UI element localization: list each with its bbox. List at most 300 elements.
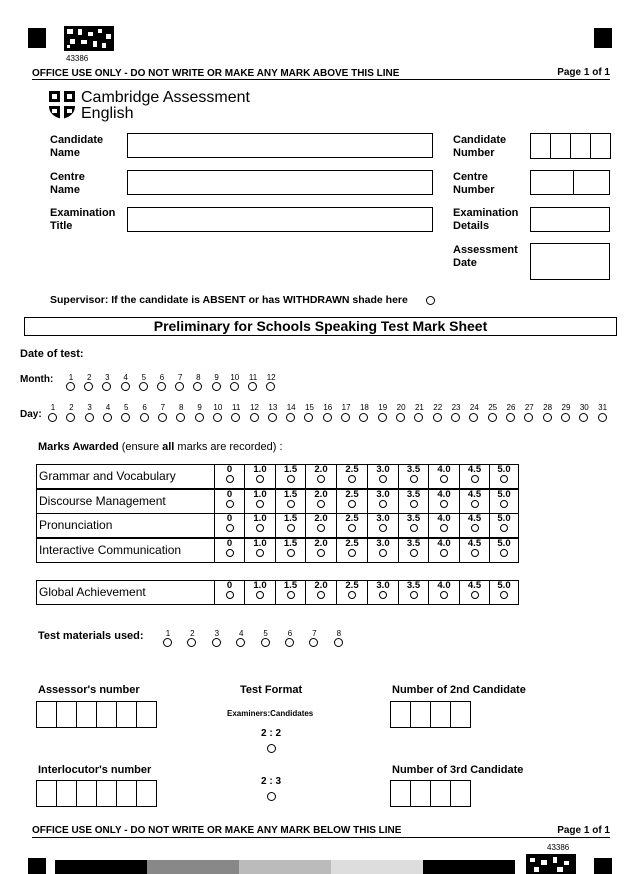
- day-bubble-21[interactable]: [414, 413, 423, 422]
- month-bubble-9[interactable]: [212, 382, 221, 391]
- day-number: 1: [50, 403, 56, 412]
- cambridge-shield-icon: [48, 90, 76, 120]
- day-number: 9: [197, 403, 202, 412]
- mark-category-label: Pronunciation: [39, 518, 113, 532]
- grade-bubble[interactable]: [410, 500, 418, 508]
- grade-cell[interactable]: [214, 538, 244, 563]
- grade-cell[interactable]: [214, 580, 244, 605]
- grade-label: 5.0: [497, 513, 511, 524]
- grade-bubble[interactable]: [226, 524, 234, 532]
- grade-label: 1.5: [283, 580, 298, 591]
- grade-cell[interactable]: [367, 513, 398, 538]
- grade-bubble[interactable]: [317, 549, 325, 557]
- grade-cell[interactable]: [367, 580, 398, 605]
- grade-label: 2.5: [345, 537, 359, 549]
- material-number: 7: [312, 629, 317, 638]
- material-number: 5: [263, 629, 268, 638]
- material-bubble-1[interactable]: [163, 638, 172, 647]
- grade-label: 2.0: [314, 513, 328, 524]
- exam-details-label: Examination Details: [453, 207, 519, 232]
- registration-mark: [594, 858, 612, 874]
- grade-bubble[interactable]: [256, 475, 264, 483]
- day-bubble-8[interactable]: [176, 413, 185, 422]
- grade-label: 0: [226, 513, 233, 524]
- grade-cell[interactable]: [428, 513, 459, 538]
- day-number: 22: [433, 403, 443, 412]
- grade-bubble[interactable]: [500, 591, 508, 599]
- month-bubble-8[interactable]: [193, 382, 202, 391]
- registration-mark: [594, 28, 612, 48]
- candidate-name-label: Candidate Name: [50, 134, 104, 159]
- month-label: Month:: [20, 374, 54, 385]
- marks-heading-bold: Marks Awarded: [38, 441, 119, 453]
- month-number: 9: [214, 373, 219, 382]
- grade-cell[interactable]: [244, 513, 275, 538]
- grade-label: 5.0: [497, 464, 511, 475]
- grade-label: 3.5: [406, 464, 421, 475]
- mark-category-label: Grammar and Vocabulary: [39, 469, 176, 483]
- top-rule: [32, 79, 610, 80]
- grade-cell[interactable]: [428, 580, 459, 605]
- grade-cell[interactable]: [367, 538, 398, 563]
- grade-bubble[interactable]: [500, 475, 508, 483]
- grayscale-strip: [55, 860, 515, 874]
- grade-bubble[interactable]: [287, 591, 295, 599]
- grade-label: 3.0: [376, 488, 390, 500]
- grade-cell[interactable]: [305, 538, 336, 563]
- grade-bubble[interactable]: [410, 475, 418, 483]
- day-bubble-14[interactable]: [286, 413, 295, 422]
- month-number: 7: [177, 373, 183, 382]
- grade-label: 4.5: [467, 537, 482, 549]
- page-number-bottom: Page 1 of 1: [557, 825, 610, 836]
- barcode-bottom: [526, 854, 576, 874]
- grade-bubble[interactable]: [379, 549, 387, 557]
- month-number: 4: [123, 373, 128, 382]
- grade-bubble[interactable]: [500, 549, 508, 557]
- grade-label: 4.0: [437, 513, 451, 524]
- grade-cell[interactable]: [398, 513, 428, 538]
- sheet-title: Preliminary for Schools Speaking Test Mark Sheet: [24, 317, 617, 336]
- grade-cell[interactable]: [214, 489, 244, 514]
- day-bubble-16[interactable]: [323, 413, 332, 422]
- mark-row: [36, 464, 519, 489]
- grade-label: 1.5: [283, 537, 298, 549]
- centre-number-input[interactable]: [530, 170, 609, 195]
- exam-title-input[interactable]: [127, 207, 433, 232]
- day-number: 15: [305, 403, 314, 412]
- month-number: 5: [141, 373, 147, 382]
- grade-cell[interactable]: [244, 538, 275, 563]
- grade-cell[interactable]: [398, 489, 428, 514]
- grade-label: 4.5: [467, 580, 482, 591]
- day-number: 20: [396, 403, 406, 412]
- date-of-test-label: Date of test:: [20, 348, 84, 360]
- test-materials-label: Test materials used:: [38, 630, 144, 642]
- grade-cell[interactable]: [489, 464, 518, 489]
- day-bubble-17[interactable]: [341, 413, 350, 422]
- month-number: 10: [230, 373, 240, 382]
- grade-bubble[interactable]: [256, 549, 264, 557]
- grade-label: 2.0: [314, 464, 328, 475]
- grade-cell[interactable]: [428, 538, 459, 563]
- grade-label: 3.5: [406, 488, 421, 500]
- grade-label: 5.0: [497, 488, 511, 500]
- material-number: 2: [190, 629, 195, 638]
- second-candidate-label: Number of 2nd Candidate: [392, 684, 526, 696]
- page-number-top: Page 1 of 1: [557, 67, 610, 78]
- grade-cell[interactable]: [275, 513, 305, 538]
- assessor-number-input[interactable]: [36, 701, 156, 728]
- grade-bubble[interactable]: [348, 549, 356, 557]
- grade-bubble[interactable]: [471, 500, 479, 508]
- grade-cell[interactable]: [489, 489, 518, 514]
- grade-bubble[interactable]: [379, 500, 387, 508]
- grade-bubble[interactable]: [287, 500, 295, 508]
- day-bubble-12[interactable]: [250, 413, 259, 422]
- day-number: 30: [579, 403, 589, 412]
- grade-bubble[interactable]: [410, 591, 418, 599]
- grade-label: 1.5: [283, 464, 298, 475]
- grade-cell[interactable]: [244, 464, 275, 489]
- grade-cell[interactable]: [275, 580, 305, 605]
- grade-cell[interactable]: [336, 489, 367, 514]
- month-bubble-10[interactable]: [230, 382, 239, 391]
- month-bubble-5[interactable]: [139, 382, 148, 391]
- day-number: 31: [598, 403, 608, 412]
- day-bubble-23[interactable]: [451, 413, 460, 422]
- day-bubble-11[interactable]: [231, 413, 240, 422]
- grade-bubble[interactable]: [317, 591, 325, 599]
- grade-label: 4.0: [437, 537, 451, 549]
- material-bubble-2[interactable]: [187, 638, 196, 647]
- day-number: 25: [488, 403, 498, 412]
- centre-name-input[interactable]: [127, 170, 433, 195]
- month-number: 8: [196, 373, 201, 382]
- grade-cell[interactable]: [305, 580, 336, 605]
- day-bubble-2[interactable]: [66, 413, 75, 422]
- day-bubble-30[interactable]: [579, 413, 588, 422]
- grade-label: 5.0: [497, 580, 511, 591]
- candidate-number-input[interactable]: [530, 133, 610, 159]
- month-bubble-7[interactable]: [175, 382, 184, 391]
- grade-cell[interactable]: [459, 489, 489, 514]
- grade-cell[interactable]: [428, 489, 459, 514]
- month-bubble-1[interactable]: [66, 382, 75, 391]
- grade-label: 0: [226, 488, 233, 500]
- grade-cell[interactable]: [244, 489, 275, 514]
- material-number: 6: [287, 629, 293, 638]
- grade-bubble[interactable]: [256, 591, 264, 599]
- grade-bubble[interactable]: [287, 475, 295, 483]
- grade-bubble[interactable]: [410, 549, 418, 557]
- day-label: Day:: [20, 409, 42, 420]
- grade-bubble[interactable]: [287, 549, 295, 557]
- grade-label: 3.5: [406, 580, 421, 591]
- format-2-2-bubble[interactable]: [267, 744, 276, 753]
- assessor-number-label: Assessor's number: [38, 684, 140, 696]
- grade-label: 3.5: [406, 513, 421, 524]
- grade-bubble[interactable]: [287, 524, 295, 532]
- candidate-name-input[interactable]: [127, 133, 433, 158]
- grade-bubble[interactable]: [226, 475, 234, 483]
- marks-heading-rest: (ensure: [118, 441, 163, 453]
- grade-bubble[interactable]: [348, 475, 356, 483]
- grade-label: 2.5: [345, 580, 359, 591]
- mark-row: [36, 489, 519, 514]
- day-bubble-7[interactable]: [158, 413, 167, 422]
- day-number: 12: [250, 403, 259, 412]
- grade-bubble[interactable]: [317, 475, 325, 483]
- day-bubble-4[interactable]: [103, 413, 112, 422]
- month-bubble-4[interactable]: [121, 382, 130, 391]
- absent-bubble[interactable]: [426, 296, 435, 305]
- grade-bubble[interactable]: [440, 549, 448, 557]
- day-bubble-28[interactable]: [543, 413, 552, 422]
- grade-bubble[interactable]: [256, 500, 264, 508]
- format-2-3-bubble[interactable]: [267, 792, 276, 801]
- form-code: 43386: [66, 54, 89, 63]
- grade-label: 2.5: [345, 464, 359, 475]
- material-bubble-7[interactable]: [309, 638, 318, 647]
- day-bubble-5[interactable]: [121, 413, 130, 422]
- day-number: 26: [506, 403, 516, 412]
- grade-label: 4.5: [467, 513, 482, 524]
- month-number: 1: [68, 373, 74, 382]
- material-number: 8: [336, 629, 342, 638]
- grade-cell[interactable]: [305, 489, 336, 514]
- exam-title-label: Examination Title: [50, 207, 116, 232]
- grade-cell[interactable]: [275, 489, 305, 514]
- mark-row: [36, 513, 519, 538]
- assessment-date-label: Assessment Date: [453, 244, 518, 269]
- day-number: 4: [105, 403, 111, 412]
- grade-cell[interactable]: [336, 464, 367, 489]
- mark-category-label: Discourse Management: [39, 493, 166, 508]
- grade-label: 2.0: [314, 580, 328, 591]
- month-bubble-3[interactable]: [102, 382, 111, 391]
- day-number: 16: [323, 403, 333, 412]
- grade-cell[interactable]: [428, 464, 459, 489]
- grade-cell[interactable]: [275, 464, 305, 489]
- grade-bubble[interactable]: [440, 524, 448, 532]
- day-bubble-29[interactable]: [561, 413, 570, 422]
- grade-cell[interactable]: [489, 513, 518, 538]
- grade-bubble[interactable]: [317, 524, 325, 532]
- day-bubble-20[interactable]: [396, 413, 405, 422]
- grade-label: 2.5: [345, 513, 359, 524]
- day-number: 24: [469, 403, 479, 412]
- grade-cell[interactable]: [398, 580, 428, 605]
- grade-cell[interactable]: [489, 580, 518, 605]
- third-candidate-label: Number of 3rd Candidate: [392, 764, 524, 776]
- day-number: 27: [524, 403, 534, 412]
- month-bubble-6[interactable]: [157, 382, 166, 391]
- grade-label: 1.0: [253, 464, 267, 475]
- grade-bubble[interactable]: [256, 524, 264, 532]
- grade-cell[interactable]: [398, 464, 428, 489]
- day-number: 10: [213, 403, 223, 412]
- grade-bubble[interactable]: [379, 524, 387, 532]
- day-number: 28: [543, 403, 553, 412]
- grade-bubble[interactable]: [348, 524, 356, 532]
- month-bubble-12[interactable]: [266, 382, 275, 391]
- month-number: 3: [105, 373, 110, 382]
- month-bubble-2[interactable]: [84, 382, 93, 391]
- month-number: 6: [159, 373, 165, 382]
- grade-label: 1.5: [283, 513, 298, 524]
- grade-label: 3.0: [376, 580, 390, 591]
- month-number: 12: [266, 373, 276, 382]
- grade-bubble[interactable]: [471, 549, 479, 557]
- day-bubble-1[interactable]: [48, 413, 57, 422]
- material-bubble-6[interactable]: [285, 638, 294, 647]
- material-bubble-8[interactable]: [334, 638, 343, 647]
- grade-bubble[interactable]: [500, 524, 508, 532]
- day-bubble-6[interactable]: [140, 413, 149, 422]
- month-number: 2: [86, 373, 92, 382]
- form-code-bottom: 43386: [547, 843, 570, 852]
- grade-cell[interactable]: [305, 464, 336, 489]
- grade-bubble[interactable]: [500, 500, 508, 508]
- grade-bubble[interactable]: [317, 500, 325, 508]
- grade-bubble[interactable]: [440, 591, 448, 599]
- grade-label: 4.0: [437, 464, 451, 475]
- grade-bubble[interactable]: [440, 500, 448, 508]
- logo-line1: Cambridge Assessment: [81, 89, 250, 106]
- day-bubble-25[interactable]: [488, 413, 497, 422]
- grade-cell[interactable]: [336, 538, 367, 563]
- exam-details-input[interactable]: [530, 207, 610, 232]
- interlocutor-number-label: Interlocutor's number: [38, 764, 152, 776]
- month-number: 11: [248, 373, 258, 382]
- day-bubble-24[interactable]: [469, 413, 478, 422]
- third-candidate-input[interactable]: [390, 780, 470, 807]
- grade-cell[interactable]: [244, 580, 275, 605]
- grade-bubble[interactable]: [471, 591, 479, 599]
- grade-bubble[interactable]: [226, 591, 234, 599]
- day-bubble-31[interactable]: [598, 413, 607, 422]
- day-number: 2: [69, 403, 74, 412]
- grade-label: 1.0: [253, 513, 267, 524]
- grade-bubble[interactable]: [410, 524, 418, 532]
- day-number: 18: [359, 403, 369, 412]
- format-2-3-label: 2 : 3: [261, 776, 282, 787]
- grade-bubble[interactable]: [379, 591, 387, 599]
- office-notice-bottom: OFFICE USE ONLY - DO NOT WRITE OR MAKE ANY MARK BELOW THIS LINE: [32, 825, 402, 836]
- day-bubble-10[interactable]: [213, 413, 222, 422]
- day-number: 13: [268, 403, 278, 412]
- material-bubble-3[interactable]: [212, 638, 221, 647]
- grade-bubble[interactable]: [440, 475, 448, 483]
- grade-label: 1.0: [253, 580, 267, 591]
- assessment-date-input[interactable]: [530, 243, 610, 280]
- grade-label: 3.5: [406, 537, 421, 549]
- grade-cell[interactable]: [336, 580, 367, 605]
- interlocutor-number-input[interactable]: [36, 780, 156, 807]
- material-bubble-4[interactable]: [236, 638, 245, 647]
- grade-label: 0: [226, 464, 233, 475]
- office-notice-top: OFFICE USE ONLY - DO NOT WRITE OR MAKE ANY MARK ABOVE THIS LINE: [32, 68, 400, 79]
- grade-bubble[interactable]: [226, 500, 234, 508]
- grade-label: 2.0: [314, 537, 328, 549]
- global-achievement-row: [36, 580, 519, 605]
- grade-cell[interactable]: [214, 464, 244, 489]
- month-bubble-11[interactable]: [248, 382, 257, 391]
- grade-cell[interactable]: [214, 513, 244, 538]
- day-bubble-13[interactable]: [268, 413, 277, 422]
- format-2-2-label: 2 : 2: [261, 728, 282, 739]
- grade-bubble[interactable]: [348, 591, 356, 599]
- grade-label: 1.5: [283, 488, 298, 500]
- grade-bubble[interactable]: [379, 475, 387, 483]
- day-number: 8: [179, 403, 184, 412]
- grade-cell[interactable]: [459, 464, 489, 489]
- grade-cell[interactable]: [459, 538, 489, 563]
- day-number: 7: [160, 403, 166, 412]
- registration-mark: [28, 28, 46, 48]
- grade-label: 0: [226, 537, 233, 549]
- grade-label: 4.5: [467, 464, 482, 475]
- day-bubble-22[interactable]: [433, 413, 442, 422]
- day-number: 23: [451, 403, 461, 412]
- grade-cell[interactable]: [398, 538, 428, 563]
- grade-cell[interactable]: [305, 513, 336, 538]
- grade-label: 5.0: [497, 537, 511, 549]
- day-number: 19: [378, 403, 388, 412]
- grade-bubble[interactable]: [471, 475, 479, 483]
- grade-label: 1.0: [253, 537, 267, 549]
- test-format-title: Test Format: [240, 684, 303, 696]
- grade-cell[interactable]: [275, 538, 305, 563]
- day-bubble-18[interactable]: [359, 413, 368, 422]
- grade-cell[interactable]: [336, 513, 367, 538]
- second-candidate-input[interactable]: [390, 701, 470, 728]
- day-number: 6: [142, 403, 147, 412]
- day-bubble-3[interactable]: [85, 413, 94, 422]
- grade-cell[interactable]: [459, 580, 489, 605]
- registration-mark: [28, 858, 46, 874]
- day-bubble-26[interactable]: [506, 413, 515, 422]
- day-bubble-19[interactable]: [378, 413, 387, 422]
- grade-cell[interactable]: [367, 464, 398, 489]
- grade-cell[interactable]: [489, 538, 518, 563]
- grade-bubble[interactable]: [226, 549, 234, 557]
- grade-bubble[interactable]: [348, 500, 356, 508]
- barcode: [64, 26, 114, 51]
- grade-label: 4.0: [437, 580, 451, 591]
- day-bubble-15[interactable]: [304, 413, 313, 422]
- grade-label: 3.0: [376, 513, 390, 524]
- grade-bubble[interactable]: [471, 524, 479, 532]
- grade-label: 4.0: [437, 488, 451, 500]
- material-number: 3: [214, 629, 220, 638]
- mark-category-label: Global Achievement: [39, 585, 146, 599]
- day-number: 3: [87, 403, 92, 412]
- candidate-number-label: Candidate Number: [453, 134, 507, 159]
- grade-label: 3.0: [376, 537, 390, 549]
- marks-heading: [38, 441, 283, 453]
- centre-name-label: Centre Name: [50, 171, 85, 196]
- day-bubble-9[interactable]: [195, 413, 204, 422]
- grade-cell[interactable]: [459, 513, 489, 538]
- grade-cell[interactable]: [367, 489, 398, 514]
- mark-category-label: Interactive Communication: [39, 542, 182, 557]
- material-bubble-5[interactable]: [261, 638, 270, 647]
- day-number: 5: [124, 403, 129, 412]
- mark-row: [36, 538, 519, 563]
- day-bubble-27[interactable]: [524, 413, 533, 422]
